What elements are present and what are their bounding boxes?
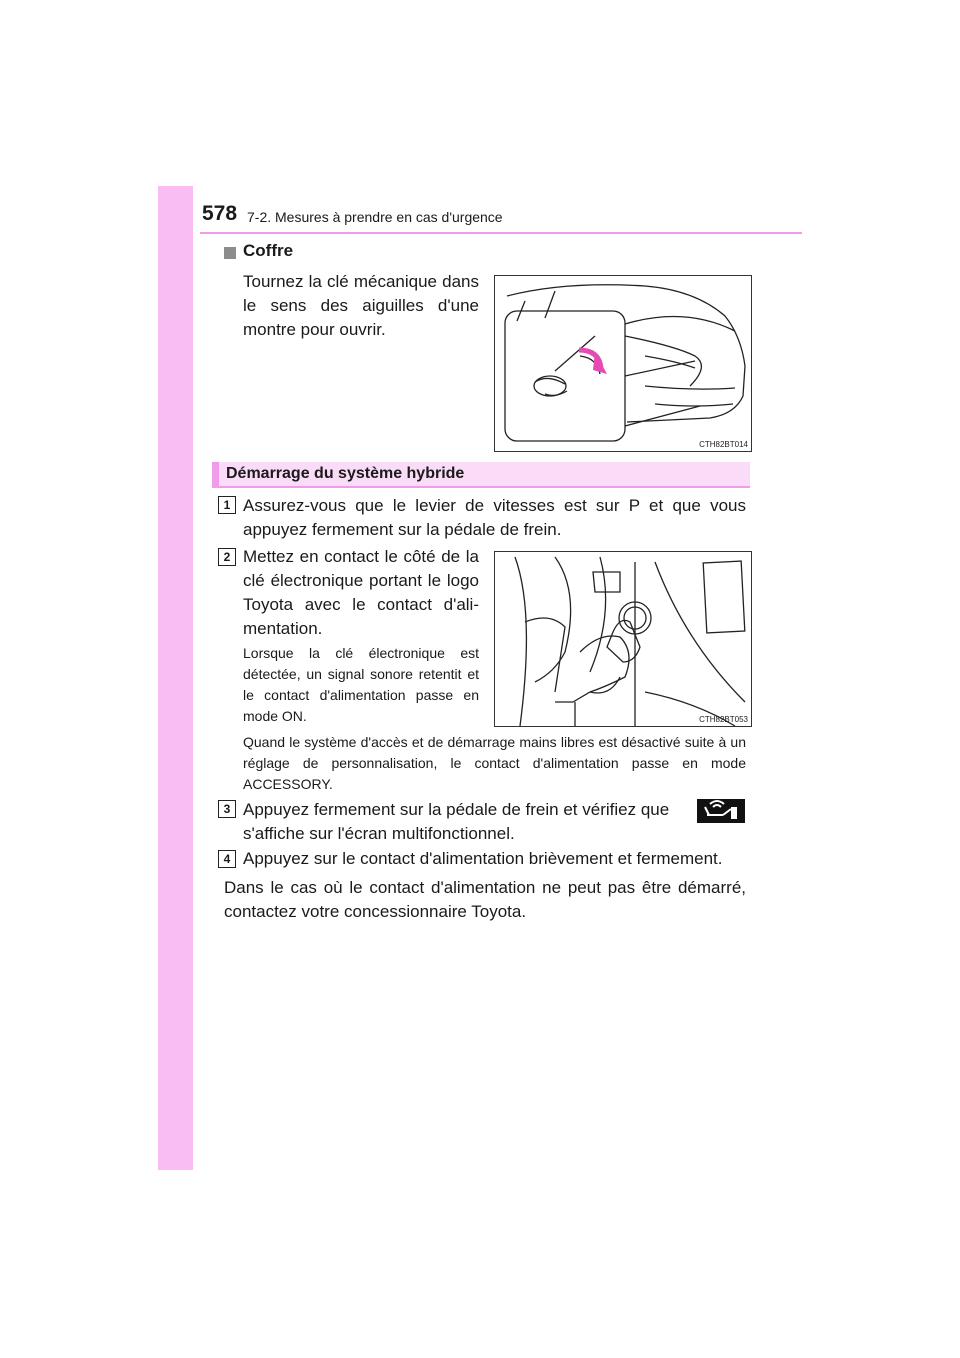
step-number-1: 1 — [218, 496, 236, 514]
step-number-3: 3 — [218, 800, 236, 818]
step-3-text-a: Appuyez fermement sur la pédale de frein et vérifiez que — [243, 800, 670, 819]
step-2-text: Mettez en contact le côté de la clé électronique portant le logo Toyota avec le contact d'ali-mentation. — [243, 547, 479, 638]
trunk-heading: Coffre — [243, 241, 294, 260]
step-number-4: 4 — [218, 850, 236, 868]
ignition-figure — [494, 551, 752, 727]
trunk-illustration — [495, 276, 751, 451]
closing-text: Dans le cas où le contact d'alimentation ne peut pas être démarré, contactez votre concessionnaire Toyota. — [224, 878, 746, 921]
step-1-text: Assurez-vous que le levier de vitesses est sur P et que vous appuyez fermement sur la pédale de frein. — [243, 496, 746, 539]
section-banner — [212, 462, 750, 488]
banner-title: Démarrage du système hybride — [226, 465, 465, 482]
step-2-note-accessory: Quand le système d'accès et de démarrage mains libres est désactivé suite à un réglage de personnalisation, le contact d'alimentation passe en mode ACCESSORY. — [243, 734, 746, 792]
brake-pedal-indicator-icon — [697, 799, 745, 823]
trunk-instructions: Tournez la clé mécanique dans le sens des aiguilles d'une montre pour ouvrir. — [243, 272, 479, 339]
page-number: 578 — [202, 202, 238, 225]
square-bullet-icon — [224, 247, 236, 259]
ignition-illustration — [495, 552, 751, 726]
step-number-2: 2 — [218, 548, 236, 566]
step-3-text-b: s'affiche sur l'écran multifonctionnel. — [243, 824, 515, 843]
chapter-sidebar-tab — [158, 186, 193, 1170]
trunk-figure — [494, 275, 752, 452]
section-title: 7-2. Mesures à prendre en cas d'urgence — [247, 209, 503, 225]
figure-code: CTH82BT014 — [699, 440, 748, 449]
header-rule — [200, 232, 802, 234]
step-4-text: Appuyez sur le contact d'alimentation brièvement et fermement. — [243, 849, 723, 868]
figure-code: CTH82BT053 — [699, 715, 748, 724]
step-2-note: Lorsque la clé électronique est détectée, un signal sonore retentit et le contact d'alimentation passe en mode ON. — [243, 645, 479, 724]
